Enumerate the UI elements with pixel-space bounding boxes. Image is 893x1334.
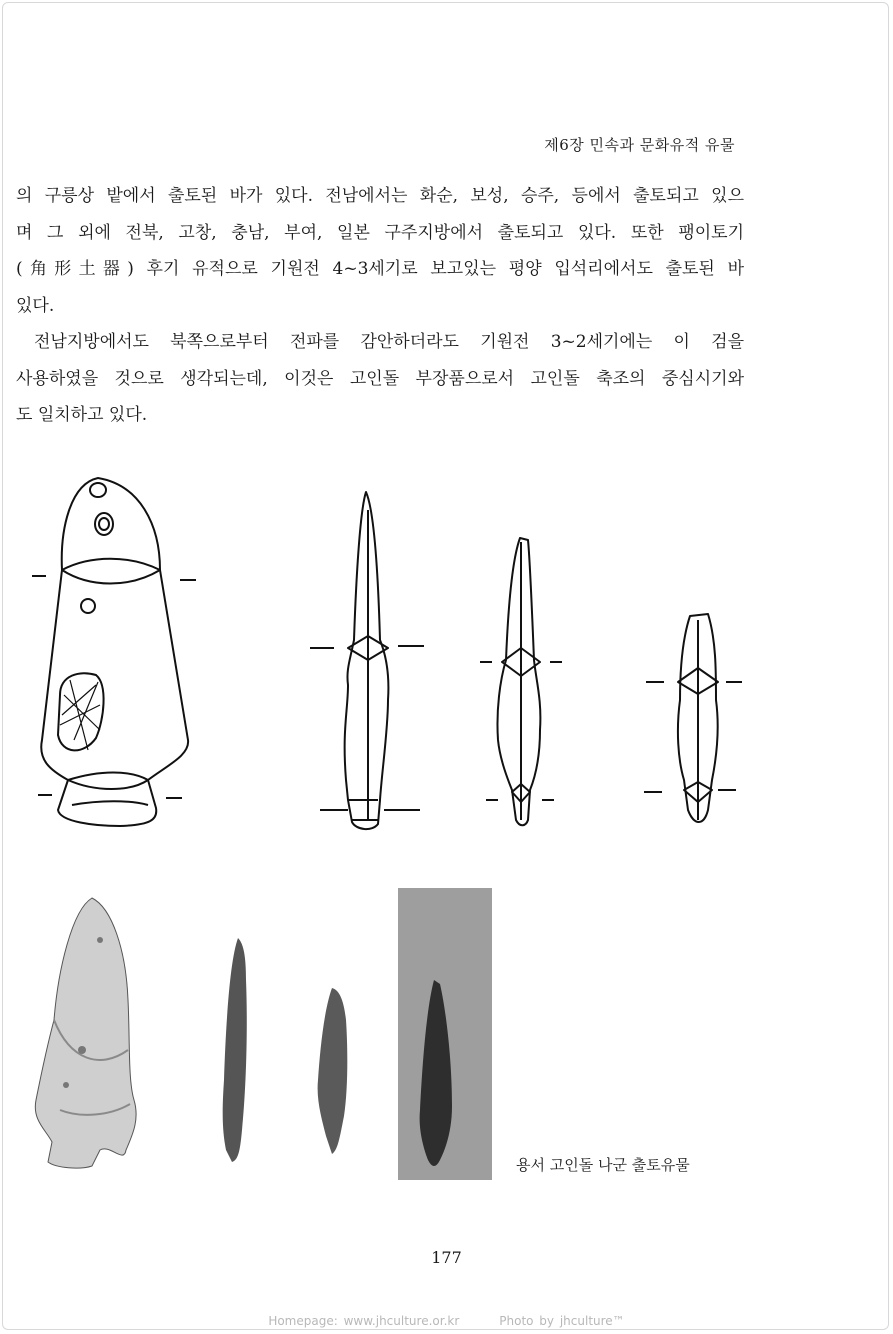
watermark <box>0 1314 893 1328</box>
artifact-line-drawings <box>0 470 893 850</box>
dagger-drawing-2 <box>480 538 562 825</box>
running-header: 제6장 민속과 문화유적 유물 <box>544 136 735 154</box>
watermark-homepage[interactable]: Homepage: www.jhculture.or.kr <box>268 1314 460 1328</box>
stone-tool-drawing <box>32 478 196 826</box>
photo-dagger-2 <box>318 988 348 1154</box>
photo-stone-tool <box>35 898 136 1168</box>
body-line: 사용하였을 것으로 생각되는데, 이것은 고인돌 부장품으로서 고인돌 축조의 중심시기와 <box>16 368 744 389</box>
body-line: 의 구릉상 밭에서 출토된 바가 있다. 전남에서는 화순, 보성, 승주, 등에서 출토되고 있으 <box>16 186 744 206</box>
page-number: 177 <box>431 1248 462 1267</box>
body-line: 전남지방에서도 북쪽으로부터 전파를 감안하더라도 기원전 3~2세기에는 이 검을 <box>34 332 744 352</box>
body-line: 있다. <box>16 295 55 316</box>
body-line: 도 일치하고 있다. <box>16 405 148 425</box>
dagger-drawing-1 <box>310 492 424 829</box>
body-line: 며 그 외에 전북, 고창, 충남, 부여, 일본 구주지방에서 출토되고 있다. 또한 팽이토기 <box>16 222 744 243</box>
artifact-photographs <box>0 880 893 1180</box>
body-line: (角形土器) 후기 유적으로 기원전 4~3세기로 보고있는 평양 입석리에서도 출토된 바 <box>16 259 744 279</box>
figure-caption: 용서 고인돌 나군 출토유물 <box>516 1156 690 1174</box>
dagger-drawing-3 <box>644 614 742 822</box>
photo-dagger-1 <box>223 938 247 1162</box>
body-text <box>16 178 744 434</box>
watermark-photo-credit: Photo by jhculture™ <box>499 1314 625 1328</box>
